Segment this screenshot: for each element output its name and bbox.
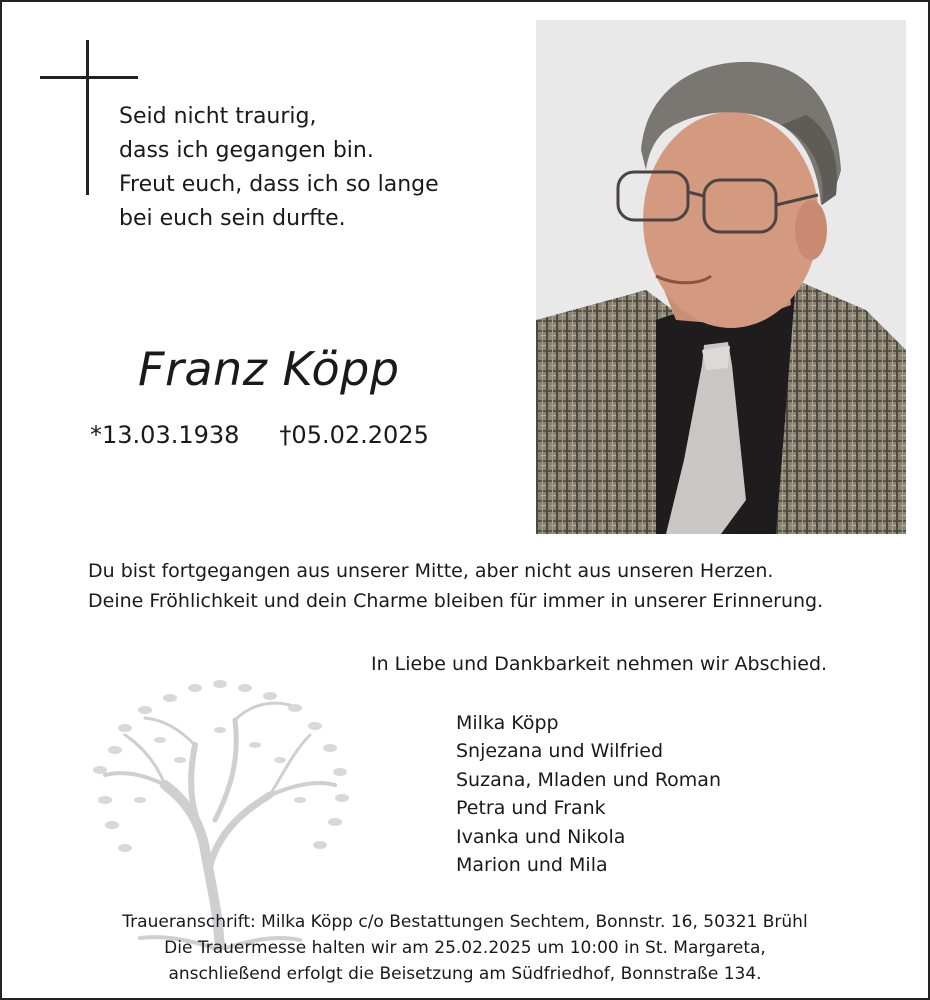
farewell-line: In Liebe und Dankbarkeit nehmen wir Abschied. [371,653,828,675]
family-list [456,709,721,879]
funeral-details [0,909,930,987]
poem-line: Seid nicht traurig, [119,104,317,129]
life-dates [90,421,429,449]
family-member: Ivanka und Nikola [456,825,626,848]
funeral-address: Traueranschrift: Milka Köpp c/o Bestattungen Sechtem, Bonnstr. 16, 50321 Brühl [122,912,808,932]
portrait-photo [536,20,906,534]
family-member: Milka Köpp [456,712,559,734]
memorial-line: Deine Fröhlichkeit und dein Charme bleiben für immer in unserer Erinnerung. [88,590,824,612]
birth-date: *13.03.1938 [90,421,240,449]
memorial-text [88,556,823,616]
poem-line: bei euch sein durfte. [119,206,346,231]
memorial-line: Du bist fortgegangen aus unserer Mitte, aber nicht aus unseren Herzen. [88,560,774,582]
family-member: Suzana, Mladen und Roman [456,768,721,791]
tree-of-life-icon [70,650,370,950]
death-date: †05.02.2025 [279,421,429,449]
poem [119,100,439,236]
funeral-mass: Die Trauermesse halten wir am 25.02.2025 um 10:00 in St. Margareta, [164,938,766,958]
funeral-burial: anschließend erfolgt die Beisetzung am Südfriedhof, Bonnstraße 134. [168,964,762,984]
poem-line: dass ich gegangen bin. [119,138,374,163]
poem-line: Freut euch, dass ich so lange [119,172,439,197]
family-member: Marion und Mila [456,854,608,877]
family-member: Petra und Frank [456,797,606,820]
family-member: Snjezana und Wilfried [456,740,664,763]
deceased-name: Franz Köpp [138,342,400,396]
